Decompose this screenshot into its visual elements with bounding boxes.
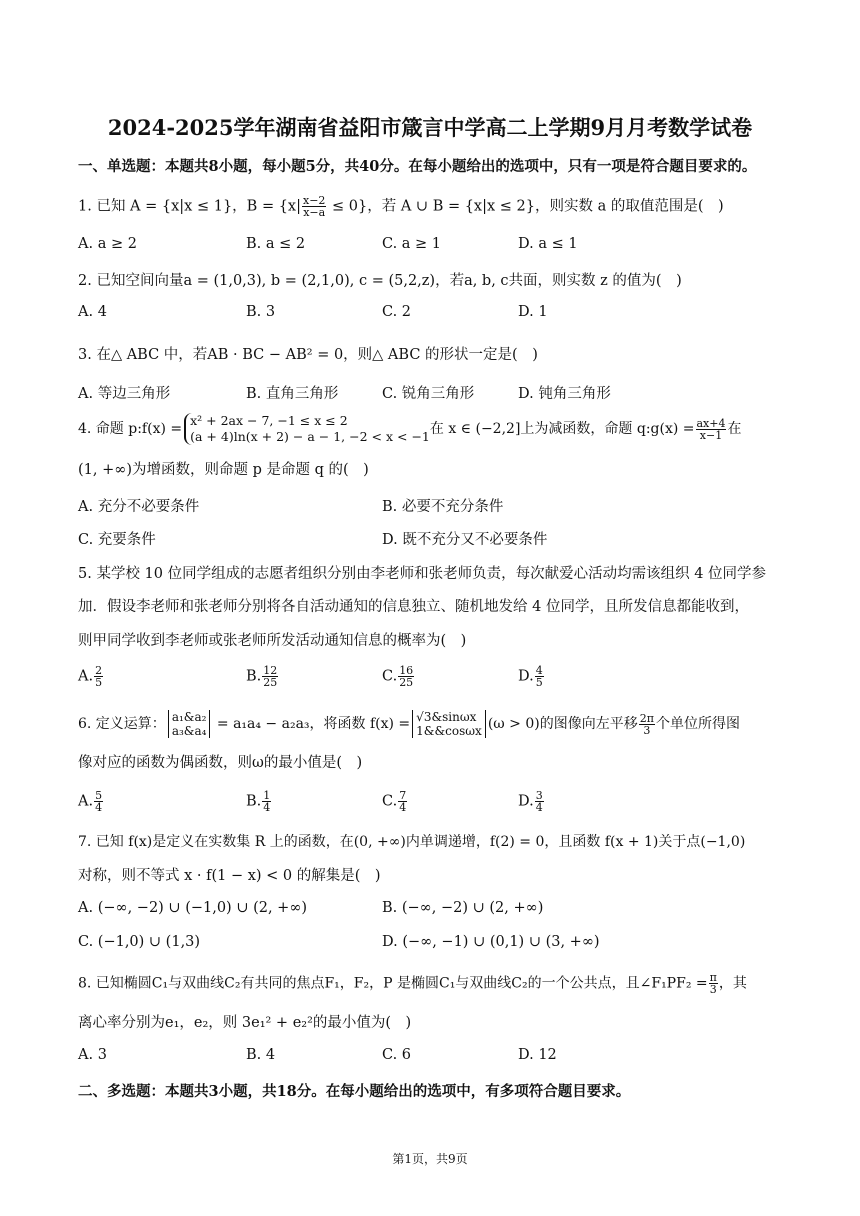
- q3-option-b: B. 直角三角形: [246, 386, 339, 402]
- q6-text-d: 个单位所得图: [655, 716, 740, 732]
- q8-frac-num: π: [709, 971, 717, 984]
- q6-option-b-num: 1: [263, 789, 271, 802]
- q1-option-b: B. a ≤ 2: [246, 236, 306, 252]
- q4-text-b: 在 x ∈ (−2,2]上为减函数，命题 q:g(x) =: [429, 421, 695, 437]
- question-6-line-2: 像对应的函数为偶函数，则ω的最小值是( ): [78, 755, 363, 771]
- q1-text-b: ≤ 0}，若 A ∪ B = {x|x ≤ 2}，则实数 a 的取值范围是( ): [327, 198, 724, 215]
- q8-text-a: 8. 已知椭圆C₁与双曲线C₂有共同的焦点F₁，F₂，P 是椭圆C₁与双曲线C₂的一个公共点，且∠F₁PF₂ =: [78, 975, 708, 992]
- q6-text-a: 6. 定义运算：: [78, 716, 166, 732]
- q7-option-c: C. (−1,0) ∪ (1,3): [78, 934, 201, 950]
- q6-determinant-1: [168, 710, 211, 738]
- q8-fraction: [709, 972, 718, 995]
- q6-option-d-den: 4: [535, 801, 543, 814]
- question-4-line-2: (1, +∞)为增函数，则命题 p 是命题 q 的( ): [78, 462, 369, 478]
- q4-option-d: D. 既不充分又不必要条件: [382, 532, 548, 548]
- q6-option-b-den: 4: [263, 801, 271, 814]
- q6-text-c: (ω > 0)的图像向左平移: [487, 716, 638, 732]
- q6-option-c-den: 4: [399, 801, 407, 814]
- q4-piecewise: [184, 413, 430, 445]
- q5-option-a-num: 2: [95, 664, 103, 677]
- q6-option-d: [518, 790, 545, 813]
- question-6: [78, 710, 740, 738]
- question-7-line-1: 7. 已知 f(x)是定义在实数集 R 上的函数，在(0, +∞)内单调递增，f(2) = 0，且函数 f(x + 1)关于点(−1,0): [78, 834, 746, 850]
- q5-option-a: [78, 665, 104, 688]
- q6-frac-den: 3: [643, 723, 651, 737]
- q4-frac-num: ax+4: [696, 416, 726, 430]
- q4-option-c: C. 充要条件: [78, 532, 156, 548]
- q6-determinant-2: [412, 710, 486, 738]
- q6-text-b: = a₁a₄ − a₂a₃，将函数 f(x) =: [212, 716, 411, 732]
- q8-frac-den: 3: [709, 983, 717, 996]
- q6-option-d-label: D.: [518, 793, 534, 810]
- q6-det2-row1: √3&sinωx: [416, 710, 477, 724]
- q5-option-b-den: 25: [263, 676, 278, 689]
- question-5-line-3: 则甲同学收到李老师或张老师所发活动通知信息的概率为( ): [78, 633, 467, 649]
- question-7-line-2: 对称，则不等式 x · f(1 − x) < 0 的解集是( ): [78, 868, 381, 884]
- q3-option-c: C. 锐角三角形: [382, 386, 475, 402]
- section-1-header: 一、单选题：本题共8小题，每小题5分，共40分。在每小题给出的选项中，只有一项是符合题目要求的。: [78, 158, 757, 175]
- q6-option-c-num: 7: [399, 789, 407, 802]
- q5-option-d-num: 4: [535, 664, 543, 677]
- q6-option-a: [78, 790, 104, 813]
- q8-option-c: C. 6: [382, 1047, 412, 1063]
- q2-option-c: C. 2: [382, 304, 412, 320]
- question-3: 3. 在△ ABC 中，若AB · BC − AB² = 0，则△ ABC 的形状一定是( ): [78, 347, 538, 363]
- q5-option-b-num: 12: [263, 664, 278, 677]
- q5-option-b-label: B.: [246, 668, 262, 685]
- q5-option-d-label: D.: [518, 668, 534, 685]
- q8-option-a: A. 3: [78, 1047, 107, 1063]
- q1-frac-num: x−2: [303, 194, 326, 207]
- question-8: [78, 972, 747, 995]
- q1-option-d: D. a ≤ 1: [518, 236, 578, 252]
- q5-option-a-label: A.: [78, 668, 94, 685]
- q4-case-1: x² + 2ax − 7, −1 ≤ x ≤ 2: [190, 413, 348, 428]
- q6-option-d-num: 3: [535, 789, 543, 802]
- q3-option-a: A. 等边三角形: [78, 386, 171, 402]
- q7-option-a: A. (−∞, −2) ∪ (−1,0) ∪ (2, +∞): [78, 900, 308, 916]
- q4-option-b: B. 必要不充分条件: [382, 499, 504, 515]
- q6-det1-row2: a₃&a₄: [171, 724, 207, 738]
- q4-option-a: A. 充分不必要条件: [78, 499, 200, 515]
- q4-text-a: 4. 命题 p:f(x) =: [78, 421, 183, 437]
- question-4: [78, 413, 741, 445]
- q3-option-d: D. 钝角三角形: [518, 386, 611, 402]
- question-1: [78, 195, 724, 218]
- q6-option-c-label: C.: [382, 793, 398, 810]
- q7-option-b: B. (−∞, −2) ∪ (2, +∞): [382, 900, 544, 916]
- q8-text-b: ，其: [718, 975, 747, 992]
- q5-option-c-num: 16: [399, 664, 414, 677]
- q6-option-b: [246, 790, 272, 813]
- q5-option-c-den: 25: [399, 676, 414, 689]
- question-5-line-2: 加．假设李老师和张老师分别将各自活动通知的信息独立、随机地发给 4 位同学，且所发信息都能收到，: [78, 599, 749, 615]
- question-8-line-2: 离心率分别为e₁，e₂，则 3e₁² + e₂²的最小值为( ): [78, 1015, 412, 1031]
- q6-option-c: [382, 790, 408, 813]
- page-footer: 第1页，共9页: [392, 1152, 468, 1166]
- q4-case-2: (a + 4)ln(x + 2) − a − 1, −2 < x < −1: [190, 429, 430, 444]
- q2-option-b: B. 3: [246, 304, 276, 320]
- page-title: 2024-2025学年湖南省益阳市箴言中学高二上学期9月月考数学试卷: [107, 115, 753, 140]
- q2-option-a: A. 4: [78, 304, 107, 320]
- q7-option-d: D. (−∞, −1) ∪ (0,1) ∪ (3, +∞): [382, 934, 600, 950]
- q5-option-c-label: C.: [382, 668, 398, 685]
- q6-frac-num: 2π: [639, 711, 654, 725]
- q1-option-a: A. a ≥ 2: [78, 236, 137, 252]
- section-2-header: 二、多选题：本题共3小题，共18分。在每小题给出的选项中，有多项符合题目要求。: [78, 1083, 631, 1100]
- q6-det1-row1: a₁&a₂: [171, 710, 207, 724]
- q5-option-c: [382, 665, 415, 688]
- q4-frac-den: x−1: [699, 428, 723, 442]
- question-2: 2. 已知空间向量a = (1,0,3), b = (2,1,0), c = (5,2,z)，若a, b, c共面，则实数 z 的值为( ): [78, 273, 682, 289]
- q1-fraction: [302, 195, 326, 218]
- q6-fraction: [639, 713, 655, 736]
- q2-option-d: D. 1: [518, 304, 548, 320]
- q6-det2-row2: 1&&cosωx: [416, 724, 482, 738]
- q5-option-b: [246, 665, 279, 688]
- q1-text-a: 1. 已知 A = {x|x ≤ 1}，B = {x|: [78, 198, 301, 215]
- q5-option-a-den: 5: [95, 676, 103, 689]
- question-5-line-1: 5. 某学校 10 位同学组成的志愿者组织分别由李老师和张老师负责，每次献爱心活动均需该组织 4 位同学参: [78, 566, 767, 582]
- q8-option-d: D. 12: [518, 1047, 557, 1063]
- q4-fraction: [696, 418, 727, 441]
- q4-text-c: 在: [727, 421, 742, 437]
- q6-option-b-label: B.: [246, 793, 262, 810]
- q1-option-c: C. a ≥ 1: [382, 236, 442, 252]
- q6-option-a-den: 4: [95, 801, 103, 814]
- q6-option-a-num: 5: [95, 789, 103, 802]
- q5-option-d-den: 5: [535, 676, 543, 689]
- q5-option-d: [518, 665, 545, 688]
- q6-option-a-label: A.: [78, 793, 94, 810]
- q8-option-b: B. 4: [246, 1047, 276, 1063]
- q1-frac-den: x−a: [303, 206, 326, 219]
